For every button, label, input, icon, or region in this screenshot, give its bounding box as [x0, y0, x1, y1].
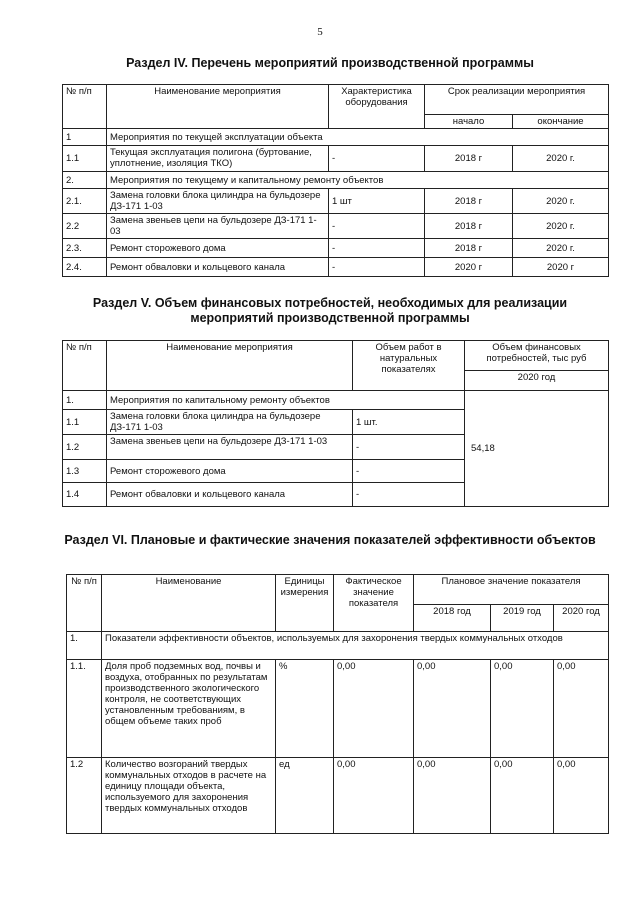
s4-row7-num: 2.4.	[63, 258, 107, 277]
s5-row3-name: Замена звеньев цепи на бульдозере ДЗ-171 1-03	[107, 435, 353, 460]
s4-header-end: окончание	[513, 115, 609, 129]
s4-row3-name: Мероприятия по текущему и капитальному ремонту объектов	[107, 172, 609, 189]
s5-row1-num: 1.	[63, 391, 107, 410]
s4-row7-name: Ремонт обваловки и кольцевого канала	[107, 258, 329, 277]
s6-group-num: 1.	[67, 632, 102, 660]
s6-header-unit: Единицы измерения	[276, 575, 334, 632]
s5-header-name: Наименование мероприятия	[107, 341, 353, 391]
s5-row3-num: 1.2	[63, 435, 107, 460]
s6-row2-unit: ед	[276, 758, 334, 834]
s4-row2-num: 1.1	[63, 146, 107, 172]
s5-row4-num: 1.3	[63, 460, 107, 483]
s5-header-num: № п/п	[63, 341, 107, 391]
s4-row4-name: Замена головки блока цилиндра на бульдозере ДЗ-171 1-03	[107, 189, 329, 214]
table-row	[63, 258, 609, 277]
s5-row4-name: Ремонт сторожевого дома	[107, 460, 353, 483]
table-row	[63, 239, 609, 258]
section4-table	[62, 84, 609, 277]
s4-row6-start: 2018 г	[425, 239, 513, 258]
s4-header-num: № п/п	[63, 85, 107, 129]
section6-table	[66, 574, 609, 834]
s6-row1-2018: 0,00	[414, 660, 491, 758]
section5-title: Раздел V. Объем финансовых потребностей, необходимых для реализации мероприятий производственной программы	[92, 296, 568, 325]
s6-row2-2018: 0,00	[414, 758, 491, 834]
s4-row4-start: 2018 г	[425, 189, 513, 214]
s6-row1-num: 1.1.	[67, 660, 102, 758]
s4-row1-num: 1	[63, 129, 107, 146]
s4-row4-end: 2020 г.	[513, 189, 609, 214]
section6-title: Раздел VI. Плановые и фактические значения показателей эффективности объектов	[64, 533, 596, 547]
s4-row5-end: 2020 г.	[513, 214, 609, 239]
s4-row2-start: 2018 г	[425, 146, 513, 172]
table-row	[63, 146, 609, 172]
s6-group-name: Показатели эффективности объектов, используемых для захоронения твердых коммунальных отходов	[102, 632, 609, 660]
s5-header-finance: Объем финансовых потребностей, тыс руб	[465, 341, 609, 371]
s5-total: 54,18	[465, 391, 609, 507]
s4-row5-start: 2018 г	[425, 214, 513, 239]
s4-row4-num: 2.1.	[63, 189, 107, 214]
s6-row1-name: Доля проб подземных вод, почвы и воздуха, отобранных по результатам производственного экологического контроля, не соответствующих установленным требованиям, в общем объеме таких проб	[102, 660, 276, 758]
s5-header-year: 2020 год	[465, 371, 609, 391]
s6-row1-2020: 0,00	[554, 660, 609, 758]
s6-row2-2019: 0,00	[491, 758, 554, 834]
s6-row2-name: Количество возгораний твердых коммунальных отходов в расчете на единицу площади объекта, используемого для захоронения твердых коммунальных отходов	[102, 758, 276, 834]
s4-header-start: начало	[425, 115, 513, 129]
table-row	[63, 214, 609, 239]
s4-row5-name: Замена звеньев цепи на бульдозере ДЗ-171 1-03	[107, 214, 329, 239]
s6-row1-2019: 0,00	[491, 660, 554, 758]
table-row	[63, 129, 609, 146]
s4-row6-name: Ремонт сторожевого дома	[107, 239, 329, 258]
s4-row5-num: 2.2	[63, 214, 107, 239]
s4-row6-num: 2.3.	[63, 239, 107, 258]
table-row	[67, 632, 609, 660]
section5-table	[62, 340, 609, 507]
table-row	[63, 189, 609, 214]
s6-header-name: Наименование	[102, 575, 276, 632]
s5-row4-volume: -	[353, 460, 465, 483]
s5-row1-name: Мероприятия по капитальному ремонту объектов	[107, 391, 465, 410]
table-row	[67, 758, 609, 834]
s6-header-plan: Плановое значение показателя	[414, 575, 609, 605]
table-row	[63, 391, 609, 410]
s5-row2-num: 1.1	[63, 410, 107, 435]
s4-row6-end: 2020 г.	[513, 239, 609, 258]
s4-row7-start: 2020 г	[425, 258, 513, 277]
s5-row2-name: Замена головки блока цилиндра на бульдозере ДЗ-171 1-03	[107, 410, 353, 435]
s4-row3-num: 2.	[63, 172, 107, 189]
s4-row2-end: 2020 г.	[513, 146, 609, 172]
s5-row5-volume: -	[353, 483, 465, 507]
table-row	[67, 660, 609, 758]
s6-header-2020: 2020 год	[554, 605, 609, 632]
s6-row2-2020: 0,00	[554, 758, 609, 834]
s4-row6-char: -	[329, 239, 425, 258]
s4-row4-char: 1 шт	[329, 189, 425, 214]
table-row	[63, 172, 609, 189]
s5-row5-num: 1.4	[63, 483, 107, 507]
section4-title: Раздел IV. Перечень мероприятий производственной программы	[126, 56, 534, 70]
page-number: 5	[317, 26, 323, 38]
s6-header-actual: Фактическое значение показателя	[334, 575, 414, 632]
s4-row7-char: -	[329, 258, 425, 277]
s6-row2-num: 1.2	[67, 758, 102, 834]
s4-header-characteristic: Характеристика оборудования	[329, 85, 425, 129]
s5-header-volume: Объем работ в натуральных показателях	[353, 341, 465, 391]
s5-row5-name: Ремонт обваловки и кольцевого канала	[107, 483, 353, 507]
s6-row2-actual: 0,00	[334, 758, 414, 834]
s6-header-2019: 2019 год	[491, 605, 554, 632]
s4-row7-end: 2020 г	[513, 258, 609, 277]
s6-row1-actual: 0,00	[334, 660, 414, 758]
s4-row1-name: Мероприятия по текущей эксплуатации объекта	[107, 129, 609, 146]
s5-row2-volume: 1 шт.	[353, 410, 465, 435]
s5-row3-volume: -	[353, 435, 465, 460]
s6-row1-unit: %	[276, 660, 334, 758]
s4-row5-char: -	[329, 214, 425, 239]
s4-header-period: Срок реализации мероприятия	[425, 85, 609, 115]
s6-header-2018: 2018 год	[414, 605, 491, 632]
s4-header-name: Наименование мероприятия	[107, 85, 329, 129]
s4-row2-name: Текущая эксплуатация полигона (буртование, уплотнение, изоляция ТКО)	[107, 146, 329, 172]
s6-header-num: № п/п	[67, 575, 102, 632]
s4-row2-char: -	[329, 146, 425, 172]
